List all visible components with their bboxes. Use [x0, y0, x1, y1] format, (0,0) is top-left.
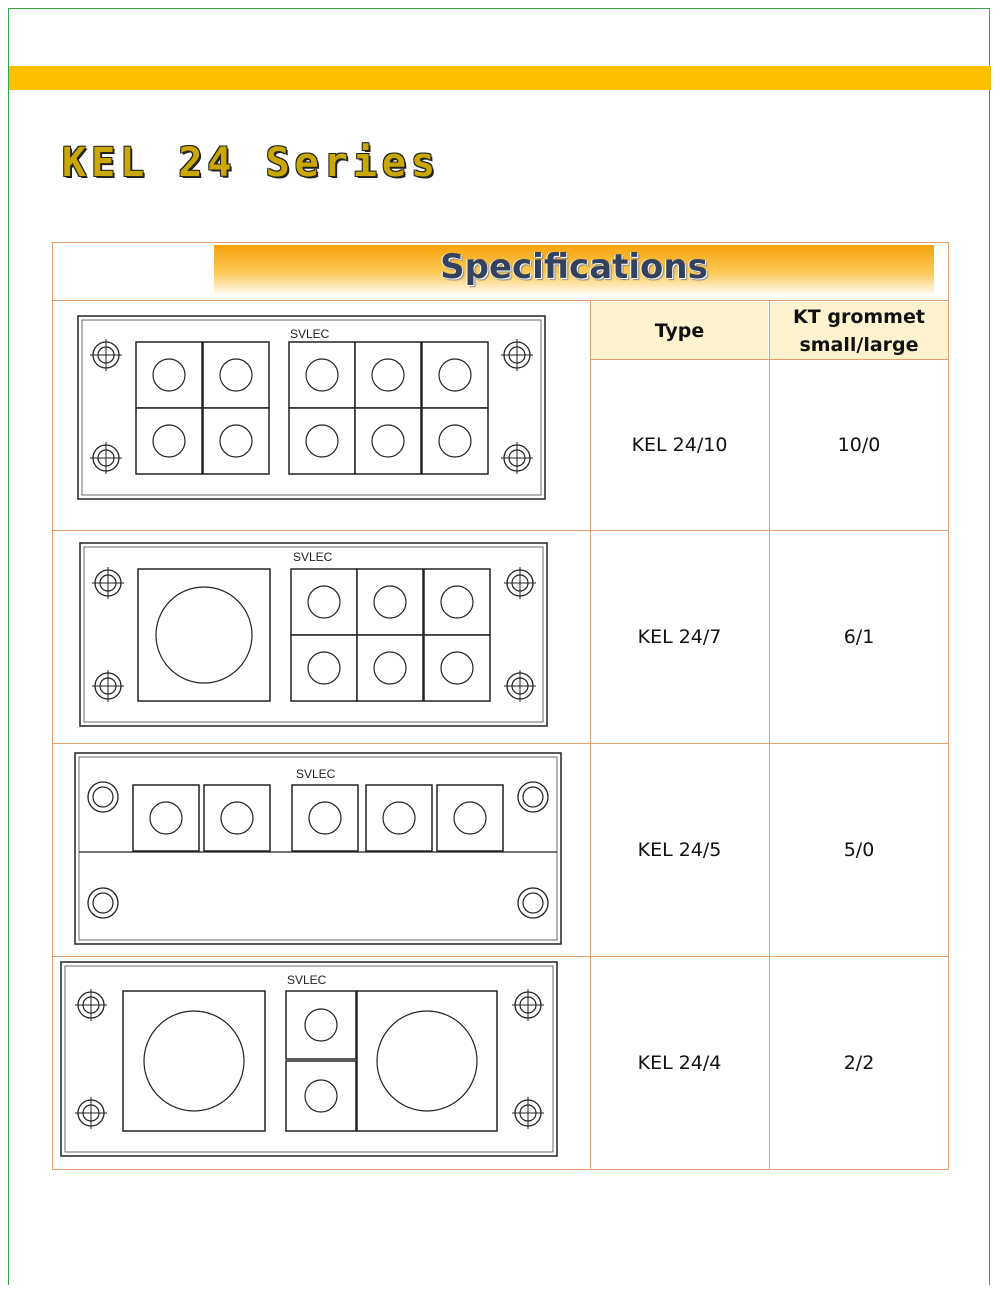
type-cell: KEL 24/5 — [637, 839, 722, 861]
mounting-hole-icon — [88, 782, 118, 812]
spec-heading: Specifications — [440, 247, 708, 287]
header-grommet-line1: KT grommet — [793, 305, 925, 328]
drawing-kel-24-10 — [78, 316, 545, 499]
type-cell: KEL 24/10 — [631, 434, 728, 456]
type-cell: KEL 24/7 — [637, 626, 722, 648]
grommet-cell: 6/1 — [843, 626, 875, 648]
header-grommet-line2: small/large — [799, 333, 919, 356]
grommet-cell: 2/2 — [843, 1052, 875, 1074]
brand-label: SVLEC — [293, 550, 333, 564]
grommet-cell: 10/0 — [837, 434, 881, 456]
mounting-hole-icon — [88, 888, 118, 918]
mounting-hole-icon — [518, 782, 548, 812]
grommet-cell: 5/0 — [843, 839, 875, 861]
type-cell: KEL 24/4 — [637, 1052, 722, 1074]
brand-label: SVLEC — [296, 767, 336, 781]
drawing-kel-24-5 — [75, 753, 561, 944]
drawing-kel-24-4 — [61, 962, 557, 1156]
page-title: KEL 24 Series — [62, 140, 441, 186]
drawing-kel-24-7 — [80, 543, 547, 726]
brand-label: SVLEC — [287, 973, 327, 987]
header-type-label: Type — [654, 319, 705, 342]
mounting-hole-icon — [518, 888, 548, 918]
brand-label: SVLEC — [290, 327, 330, 341]
